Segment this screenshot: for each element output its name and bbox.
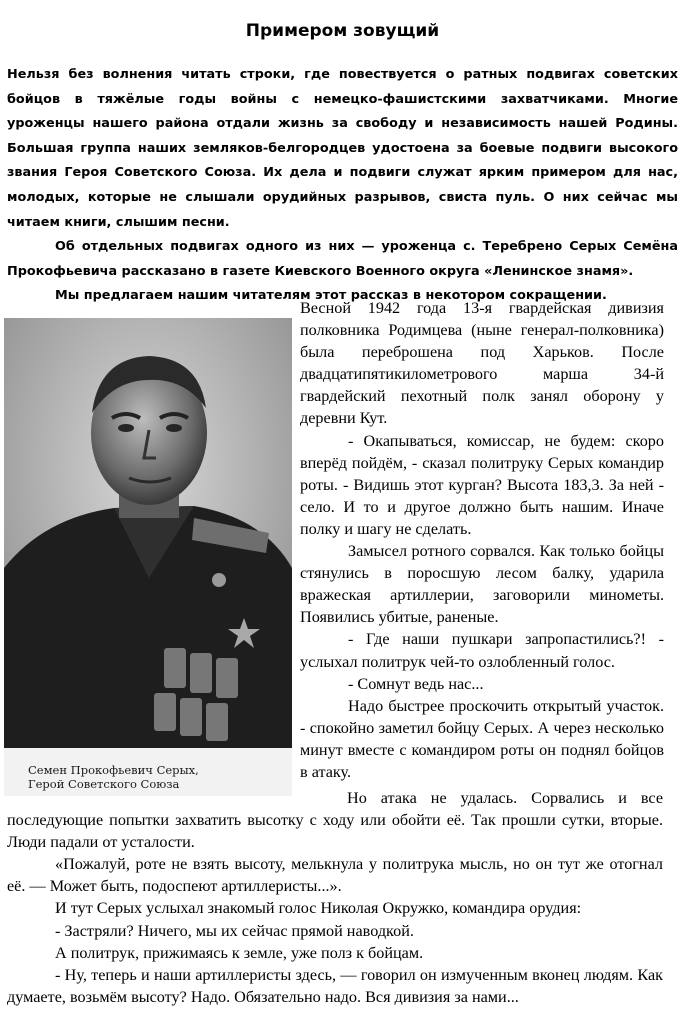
full-width-text [7, 787, 663, 1008]
full-paragraph-3: И тут Серых услыхал знакомый голос Николая Окружко, командира орудия: [55, 899, 582, 918]
full-paragraph-1: Но атака не удалась. Сорвались и все последующие попытки захватить высотку с ходу или обойти её. Так прошли сутки, вторые. Люди падали от усталости. [7, 789, 663, 852]
full-paragraph-2: «Пожалуй, роте не взять высоту, мелькнула у политрука мысль, но он тут же отогнал её. — Может быть, подоспеют артиллеристы...». [7, 855, 663, 896]
full-paragraph-6: - Ну, теперь и наши артиллеристы здесь, — говорил он измученным вконец людям. Как думаете, возьмём высоту? Надо. Обязательно надо. Вся дивизия за нами... [7, 965, 663, 1006]
portrait-drawing [4, 318, 292, 796]
column-paragraph-3: Замысел ротного сорвался. Как только бойцы стянулись в поросшую лесом балку, ударила вражеская артиллерии, заговорили минометы. Появились убитые, раненые. [300, 542, 664, 627]
intro-paragraph-2: Об отдельных подвигах одного из них — уроженца с. Теребрено Серых Семёна Прокофьевича рассказано в газете Киевского Военного округа «Ленинское знамя». [7, 239, 678, 279]
portrait-photo [4, 318, 292, 796]
intro-paragraph-3: Мы предлагаем нашим читателям этот рассказ в некотором сокращении. [55, 288, 607, 304]
full-paragraph-4: - Застряли? Ничего, мы их сейчас прямой наводкой. [55, 921, 414, 940]
text-column [300, 297, 664, 783]
column-paragraph-5: - Сомнут ведь нас... [348, 674, 484, 693]
column-paragraph-2: - Окапываться, комиссар, не будем: скоро вперёд пойдём, - сказал политруку Серых командир роты. - Видишь этот курган? Высота 183,3. За ней - село. И то и другое должно быть нашим. Иначе полку и шагу не сделать. [300, 431, 664, 538]
column-paragraph-6: Надо быстрее проскочить открытый участок. - спокойно заметил бойцу Серых. А через несколько минут вместе с командиром роты он поднял бойцов в атаку. [300, 696, 664, 781]
intro-paragraph-1: Нельзя без волнения читать строки, где повествуется о ратных подвигах советских бойцов в тяжёлые годы войны с немецко-фашистскими захватчиками. Многие уроженцы нашего района отдали жизнь за свободу и независимость нашей Родины. Большая группа наших земляков-белгородцев удостоена за боевые подвиги высокого звания Героя Советского Союза. Их дела и подвиги служат ярким примером для нас, молодых, которые не слышали орудийных разрывов, свиста пуль. О них сейчас мы читаем книги, слышим песни. [7, 67, 678, 230]
intro-block [7, 63, 678, 309]
photo-caption-line-2: Герой Советского Союза [28, 777, 180, 791]
page-title: Примером зовущий [245, 21, 440, 41]
full-paragraph-5: А политрук, прижимаясь к земле, уже полз к бойцам. [55, 943, 424, 962]
column-paragraph-1: Весной 1942 года 13-я гвардейская дивизия полковника Родимцева (ныне генерал-полковника) была переброшена под Харьков. После двадцатипятикилометрового марша 34-й гвардейский пехотный полк занял оборону у деревни Кут. [300, 299, 664, 428]
column-paragraph-4: - Где наши пушкари запропастились?! - услыхал политрук чей-то озлобленный голос. [300, 630, 664, 671]
photo-caption-line-1: Семен Прокофьевич Серых, [28, 763, 199, 777]
